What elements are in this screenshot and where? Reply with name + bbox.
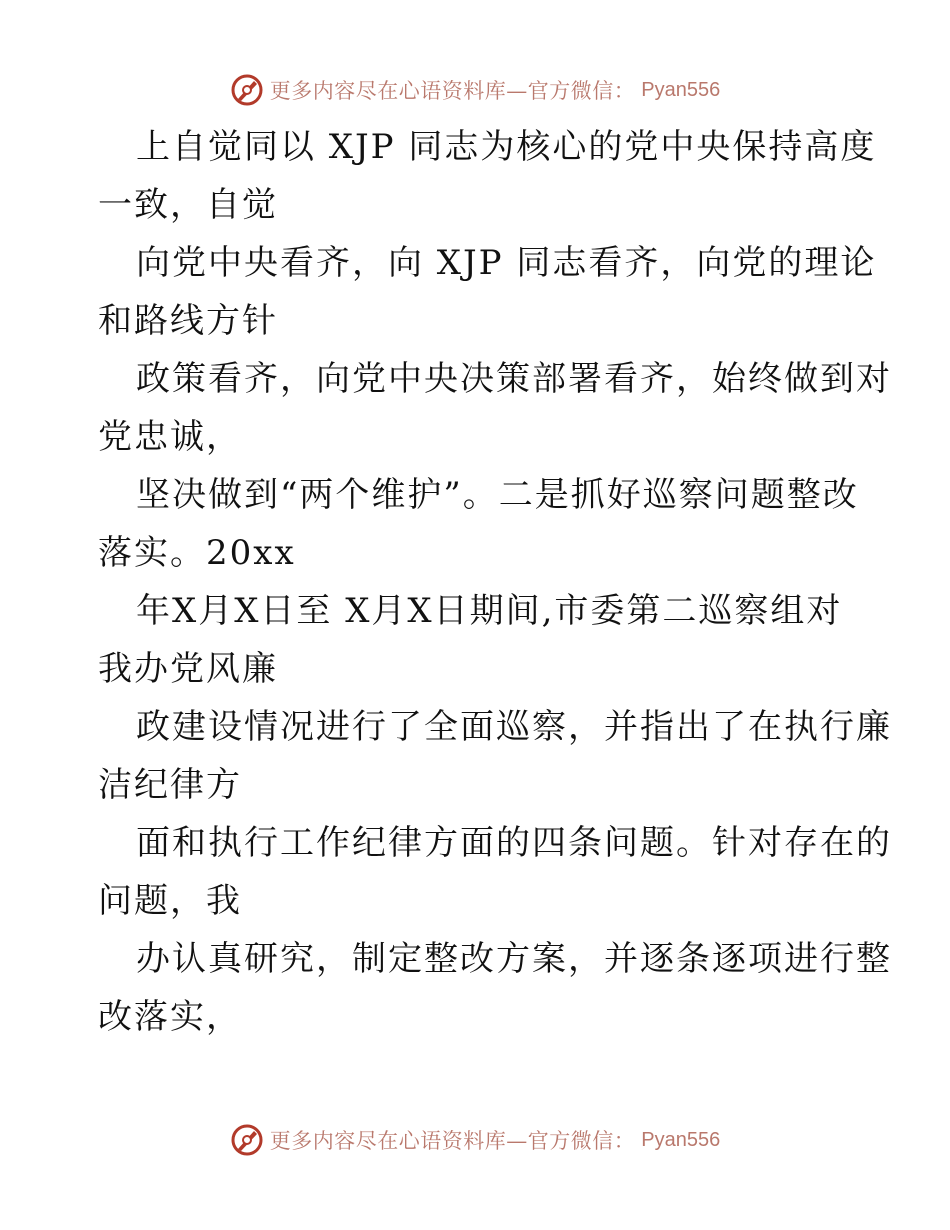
text-line: 办认真研究，制定整改方案，并逐条逐项进行整	[136, 939, 892, 979]
text-line: 和路线方针	[98, 301, 278, 341]
text-line: 洁纪律方	[98, 765, 242, 805]
document-body	[98, 118, 892, 1046]
header-banner	[0, 70, 950, 110]
text-line: 落实。20xx	[98, 533, 296, 573]
text-line: 我办党风廉	[98, 649, 278, 689]
text-line: 问题，我	[98, 881, 242, 921]
footer-banner	[0, 1120, 950, 1160]
text-line: 上自觉同以 XJP 同志为核心的党中央保持高度	[136, 127, 877, 167]
text-line: 年X月X日至 X月X日期间,市委第二巡察组对	[136, 591, 843, 631]
quill-logo-icon	[230, 1123, 264, 1157]
text-line: 面和执行工作纪律方面的四条问题。针对存在的	[136, 823, 892, 863]
text-line: 一致，自觉	[98, 185, 278, 225]
wechat-id: Pyan556	[641, 78, 721, 101]
text-line: 坚决做到“两个维护”。二是抓好巡察问题整改	[136, 475, 859, 515]
text-line: 政建设情况进行了全面巡察，并指出了在执行廉	[136, 707, 892, 747]
banner-text: 更多内容尽在心语资料库—官方微信：	[269, 1129, 636, 1153]
text-line: 改落实，	[98, 997, 242, 1037]
text-line: 政策看齐，向党中央决策部署看齐，始终做到对	[136, 359, 892, 399]
text-line: 党忠诚，	[98, 417, 242, 457]
quill-logo-icon	[230, 73, 264, 107]
banner-text: 更多内容尽在心语资料库—官方微信：	[269, 79, 636, 103]
wechat-id: Pyan556	[641, 1128, 721, 1151]
text-line: 向党中央看齐，向 XJP 同志看齐，向党的理论	[136, 243, 877, 283]
